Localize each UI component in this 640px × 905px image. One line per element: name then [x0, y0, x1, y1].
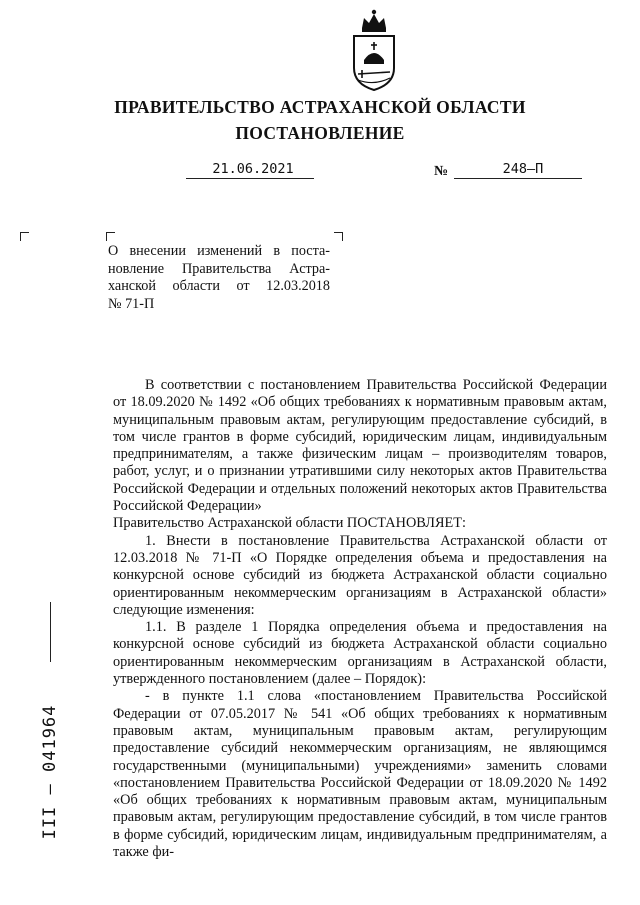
margin-mark-line [50, 602, 51, 662]
serial-number-mark [38, 704, 62, 840]
subject-line: О внесении изменений в поста- [108, 243, 330, 259]
corner-mark-subject-right [334, 232, 343, 241]
document-type: ПОСТАНОВЛЕНИЕ [235, 123, 405, 143]
document-number: 248–П [502, 161, 544, 177]
document-body [113, 377, 607, 861]
date-underline [186, 178, 314, 179]
resolution-statement: Правительство Астраханской области ПОСТАНОВЛЯЕТ: [113, 515, 466, 532]
subject-line: ханской области от 12.03.2018 [108, 278, 330, 294]
document-subject [108, 243, 330, 313]
corner-mark-subject-left [106, 232, 115, 241]
body-paragraph: 1. Внести в постановление Правительства Астраханской области от 12.03.2018 № 71-П «О Порядке определения объема и предоставления на конкурсной основе субсидий из бюджета Астраханской области социально ориентированным некоммерческим организациям в Астраханской области» следующие изменения: [113, 532, 607, 618]
body-paragraph: 1.1. В разделе 1 Порядка определения объема и предоставления на конкурсной основе субсидий из бюджета Астраханской области социально ориентированным некоммерческим организациям в Астраханской области, утвержденного постановлением (далее – Порядок): [113, 619, 607, 688]
body-paragraph: В соответствии с постановлением Правительства Российской Федерации от 18.09.2020 № 1492 «Об общих требованиях к нормативным правовым актам, муниципальным правовым актам, регулирующим предоставление субсидий, в том числе грантов в форме субсидий, юридическим лицам, индивидуальным предпринимателям, а также физическим лицам – производителям товаров, работ, услуг, и о признании утратившими силу некоторых актов Правительства Российской Федерации и отдельных положений некоторых актов Правительства Российской Федерации» [113, 377, 607, 515]
corner-mark-left [20, 232, 29, 241]
serial-number-text: III – 041964 [40, 704, 60, 840]
government-title: ПРАВИТЕЛЬСТВО АСТРАХАНСКОЙ ОБЛАСТИ [114, 97, 526, 117]
subject-line: № 71-П [108, 295, 155, 312]
coat-of-arms-emblem [344, 6, 404, 94]
document-date: 21.06.2021 [212, 161, 294, 177]
number-sign: № [434, 164, 449, 179]
number-underline [454, 178, 582, 179]
subject-line: новление Правительства Астра- [108, 260, 330, 277]
body-paragraph: - в пункте 1.1 слова «постановлением Правительства Российской Федерации от 07.05.2017 № 541 «Об общих требованиях к нормативным правовым актам, муниципальным правовым актам, регулирующим предоставление субсидий некоммерческим организациям, не являющимся государственными (муниципальными) учреждениями» заменить словами «постановлением Правительства Российской Федерации от 18.09.2020 № 1492 «Об общих требованиях к нормативным правовым актам, муниципальным правовым актам, регулирующим предоставление субсидий, в том числе грантов в форме субсидий, юридическим лицам, индивидуальным предпринимателям, а также фи- [113, 688, 607, 861]
